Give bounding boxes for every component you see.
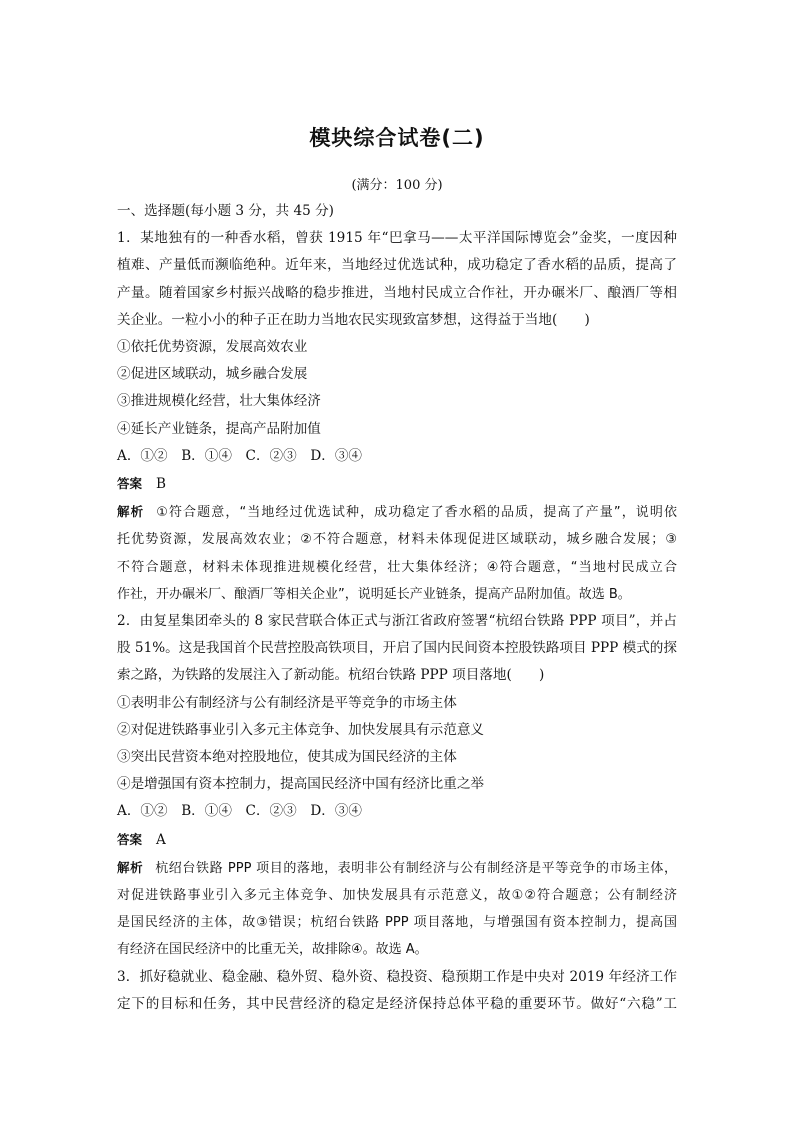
- explanation-line: [117, 854, 677, 882]
- answer-choices: A．①② B．①④ C．②③ D．③④: [117, 803, 363, 820]
- answer-value: B: [156, 476, 167, 493]
- explanation-text: ①符合题意，“当地经过优选试种，成功稳定了香水稻的品质，提高了产量”，说明依: [156, 505, 677, 521]
- question-text-line: 定下的目标和任务，其中民营经济的稳定是经济保持总体平稳的重要环节。做好“六稳”工: [117, 995, 677, 1012]
- answer-label: 答案: [117, 831, 143, 847]
- explanation-line: 对促进铁路事业引入多元主体竞争、加快发展具有示范意义，故①②符合题意；公有制经济: [117, 888, 677, 904]
- question-3: [117, 964, 677, 1018]
- question-text-line: 索之路，为铁路的发展注入了新动能。杭绍台铁路 PPP 项目落地( ): [117, 667, 545, 684]
- explanation-line: 不符合题意，材料未体现推进规模化经营，壮大集体经济；④符合题意，“当地村民成立合: [117, 559, 677, 575]
- option-statement: ④延长产业链条，提高产品附加值: [117, 420, 321, 437]
- section-heading: 一、选择题(每小题 3 分，共 45 分): [117, 203, 334, 219]
- explanation-text: 杭绍台铁路 PPP 项目的落地，表明非公有制经济与公有制经济是平等竞争的市场主体，: [155, 860, 677, 876]
- explanation-label: 解析: [117, 859, 144, 875]
- answer-label: 答案: [117, 476, 143, 492]
- answer-row: [117, 470, 677, 498]
- explanation-line: 托优势资源，发展高效农业；②不符合题意，材料未体现促进区域联动，城乡融合发展；③: [117, 532, 677, 548]
- question-text-line: 股 51%。这是我国首个民营控股高铁项目，开启了国内民间资本控股铁路项目 PPP 模式的探: [117, 640, 677, 657]
- question-text-line: 3．抓好稳就业、稳金融、稳外贸、稳外资、稳投资、稳预期工作是中央对 2019 年经济工作: [117, 968, 677, 985]
- explanation-label: 解析: [117, 504, 145, 520]
- answer-choices: A．①② B．①④ C．②③ D．③④: [117, 447, 363, 464]
- question-content: [117, 198, 677, 1018]
- answer-value: A: [156, 831, 166, 848]
- option-statement: ④是增强国有资本控制力，提高国民经济中国有经济比重之举: [117, 776, 485, 793]
- question-text-line: 产量。随着国家乡村振兴战略的稳步推进，当地村民成立合作社，开办碾米厂、酿酒厂等相: [117, 284, 677, 301]
- question-text-line: 2．由复星集团牵头的 8 家民营联合体正式与浙江省政府签署“杭绍台铁路 PPP 项目”，并占: [117, 613, 677, 630]
- question-text-line: 关企业。一粒小小的种子正在助力当地农民实现致富梦想，这得益于当地( ): [117, 311, 590, 328]
- option-statement: ③突出民营资本绝对控股地位，使其成为国民经济的主体: [117, 749, 457, 766]
- option-statement: ②对促进铁路事业引入多元主体竞争、加快发展具有示范意义: [117, 721, 485, 738]
- option-statement: ②促进区域联动，城乡融合发展: [117, 366, 308, 383]
- question-text-line: 1．某地独有的一种香水稻，曾获 1915 年“巴拿马——太平洋国际博览会”金奖，一度因种: [117, 230, 677, 247]
- score-note: (满分：100 分): [351, 178, 443, 193]
- option-statement: ①表明非公有制经济与公有制经济是平等竞争的市场主体: [117, 694, 457, 711]
- page-title: 模块综合试卷(二): [309, 126, 485, 150]
- explanation-line: 是国民经济的主体，故③错误；杭绍台铁路 PPP 项目落地，与增强国有资本控制力，提高国: [117, 915, 677, 931]
- question-1: [117, 225, 677, 608]
- question-2: [117, 608, 677, 964]
- explanation-line: 作社，开办碾米厂、酿酒厂等相关企业”，说明延长产业链条，提高产品附加值。故选 B。: [117, 586, 631, 602]
- explanation-line: [117, 498, 677, 526]
- answer-row: [117, 826, 677, 854]
- question-text-line: 植难、产量低而濒临绝种。近年来，当地经过优选试种，成功稳定了香水稻的品质，提高了: [117, 257, 677, 274]
- explanation-line: 有经济在国民经济中的比重无关，故排除④。故选 A。: [117, 942, 428, 958]
- option-statement: ③推进规模化经营，壮大集体经济: [117, 393, 321, 410]
- option-statement: ①依托优势资源，发展高效农业: [117, 339, 308, 356]
